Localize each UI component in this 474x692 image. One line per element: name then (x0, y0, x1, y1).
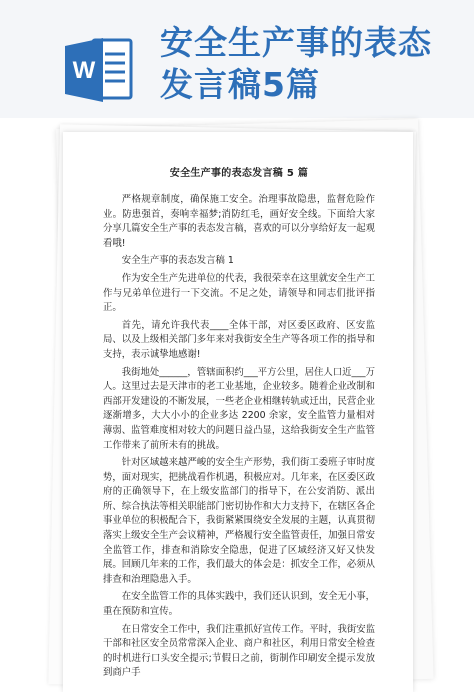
header-band (0, 0, 474, 118)
paragraph: 首先，请允许我代表____全体干部，对区委区政府、区安监局、以及上级相关部门多年来对我街安全生产等各项工作的指导和支持，表示诚挚地感谢! (103, 319, 375, 360)
paragraph: 在日常安全工作中，我们注重抓好宣传工作。平时，我街安监干部和社区安全员常常深入企业、商户和社区，利用日常安全检查的时机进行口头安全提示;节假日之前，街制作印刷安全提示发放到商户手 (103, 623, 375, 679)
word-document-icon (63, 34, 135, 106)
section-heading: 安全生产事的表态发言稿 1 (121, 255, 234, 267)
paragraph: 在安全监管工作的具体实践中，我们还认识到，安全无小事，重在预防和宣传。 (103, 591, 375, 618)
paragraph: 严格规章制度，确保施工安全。治理事故隐患，监督危险作业。防患强首，奏响幸福梦;消防红毛，画好安全线。下面给大家分享几篇安全生产事的表态发言稿，喜欢的可以分享给好友一起观看哦! (103, 194, 375, 249)
paragraph: 针对区域越来越严峻的安全生产形势，我们街工委班子审时度势，面对现实，把挑战看作机遇，积极应对。几年来，在区委区政府的正确领导下，在上级安监部门的指导下，在公安消防、派出所、综合执法等相关职能部门密切协作和大力支持下，在辖区各企事业单位的积极配合下，我街紧紧围绕安全发展的主题，认真贯彻落实上级安全生产会议精神，严格履行安全监管责任，加强日常安全监管工作，排查和消除安全隐患，促进了区域经济又好又快发展。回顾几年来的工作，我们最大的体会是：抓安全工作，必须从排查和治理隐患入手。 (103, 457, 375, 585)
svg-text:W: W (72, 57, 96, 84)
title-line-2: 发言稿5篇 (160, 65, 320, 104)
paragraph: 我街地处______，管辖面积约___平方公里，居住人口近___万人。这里过去是天津市的老工业基地，企业较多。随着企业改制和西部开发建设的不断发展，一些老企业相继转轨或迁出，民营企业逐渐增多，大大小小的企业多达 2200 余家，安全监管力量相对薄弱、监管难度相对较大的问题日益凸显，这给我街安全生产监管工作带来了前所未有的挑战。 (103, 366, 375, 451)
paragraph: 作为安全生产先进单位的代表，我很荣幸在这里就安全生产工作与兄弟单位进行一下交流。不足之处，请领导和同志们批评指正。 (103, 272, 375, 314)
page-title (160, 22, 460, 106)
document-title: 安全生产事的表态发言稿 5 篇 (169, 168, 309, 179)
document-page (63, 132, 413, 692)
title-line-1: 安全生产事的表态 (160, 23, 432, 62)
